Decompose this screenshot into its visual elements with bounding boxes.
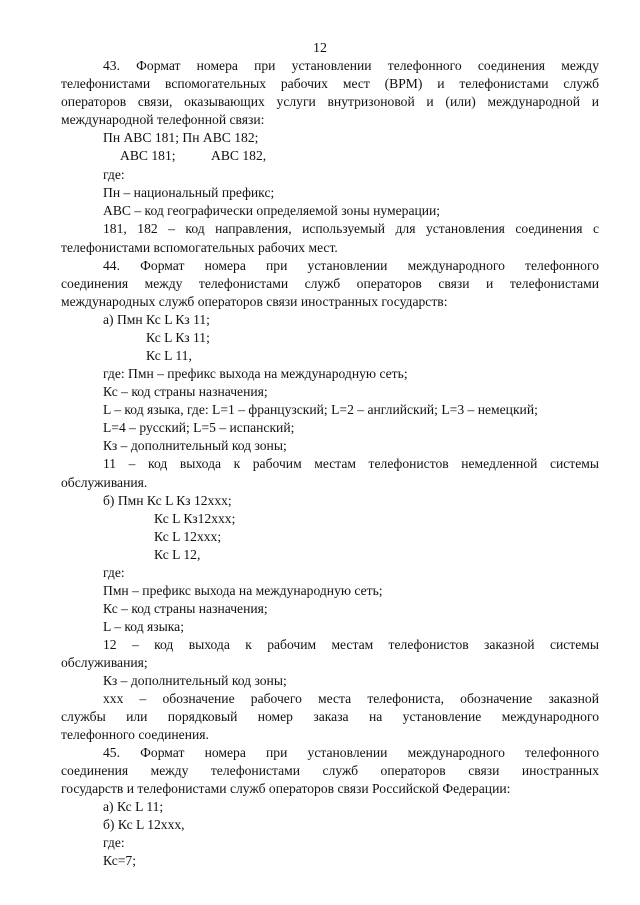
text-line: операторов связи, оказывающих услуги внутризоновой и (или) международной и (61, 94, 599, 109)
text-line: где: (103, 565, 125, 580)
text-line: 12 – код выхода к рабочим местам телефонистов заказной системы (103, 637, 599, 652)
formula-line: АВС 182, (211, 148, 267, 163)
text-line: где: (103, 167, 125, 182)
text-line: L – код языка, где: L=1 – французский; L=2 – английский; L=3 – немецкий; (103, 402, 538, 417)
text-line: соединения между телефонистами служб операторов связи иностранных (61, 763, 599, 778)
text-line: 11 – код выхода к рабочим местам телефонистов немедленной системы (103, 456, 599, 471)
text-line: Пмн – префикс выхода на международную сеть; (103, 583, 383, 598)
text-line: международных служб операторов связи иностранных государств: (61, 294, 448, 309)
text-line: соединения между телефонистами служб операторов связи и телефонистами (61, 276, 599, 291)
formula-line: Кс L 12ххх; (154, 529, 222, 544)
text-line: где: (103, 835, 125, 850)
text-line: телефонного соединения. (61, 727, 209, 742)
text-line: где: Пмн – префикс выхода на международную сеть; (103, 366, 408, 381)
text-line: L – код языка; (103, 619, 184, 634)
text-line: Пн – национальный префикс; (103, 185, 275, 200)
page-number: 12 (313, 41, 327, 56)
formula-line: Кс L 12, (154, 547, 201, 562)
text-line: Кс=7; (103, 853, 137, 868)
formula-line: б) Пмн Кс L Кз 12ххх; (103, 493, 232, 508)
text-line: 45. Формат номера при установлении международного телефонного (103, 745, 599, 760)
formula-line: Кс L 11, (146, 348, 192, 363)
text-line: международной телефонной связи: (61, 112, 265, 127)
text-line: 43. Формат номера при установлении телефонного соединения между (103, 58, 599, 73)
text-line: АВС – код географически определяемой зоны нумерации; (103, 203, 441, 218)
text-line: 44. Формат номера при установлении международного телефонного (103, 258, 599, 273)
text-line: службы или порядковый номер заказа на установление международного (61, 709, 599, 724)
text-line: 181, 182 – код направления, используемый для установления соединения с (103, 221, 599, 236)
text-line: L=4 – русский; L=5 – испанский; (103, 420, 295, 435)
text-line: Кз – дополнительный код зоны; (103, 438, 287, 453)
formula-line: АВС 181; (120, 148, 176, 163)
text-line: обслуживания; (61, 655, 148, 670)
formula-line: Кс L Кз12ххх; (154, 511, 236, 526)
text-line: государств и телефонистами служб операторов связи Российской Федерации: (61, 781, 511, 796)
text-line: ххх – обозначение рабочего места телефониста, обозначение заказной (103, 691, 599, 706)
text-line: Кс – код страны назначения; (103, 384, 268, 399)
formula-line: б) Кс L 12ххх, (103, 817, 185, 832)
formula-line: а) Кс L 11; (103, 799, 164, 814)
text-line: Кс – код страны назначения; (103, 601, 268, 616)
formula-line: Кс L Кз 11; (146, 330, 210, 345)
text-line: телефонистами вспомогательных рабочих мест (ВРМ) и телефонистами служб (61, 76, 599, 91)
text-line: обслуживания. (61, 475, 148, 490)
formula-line: Пн АВС 181; Пн АВС 182; (103, 130, 259, 145)
formula-line: а) Пмн Кс L Кз 11; (103, 312, 210, 327)
text-line: телефонистами вспомогательных рабочих мест. (61, 240, 338, 255)
text-line: Кз – дополнительный код зоны; (103, 673, 287, 688)
